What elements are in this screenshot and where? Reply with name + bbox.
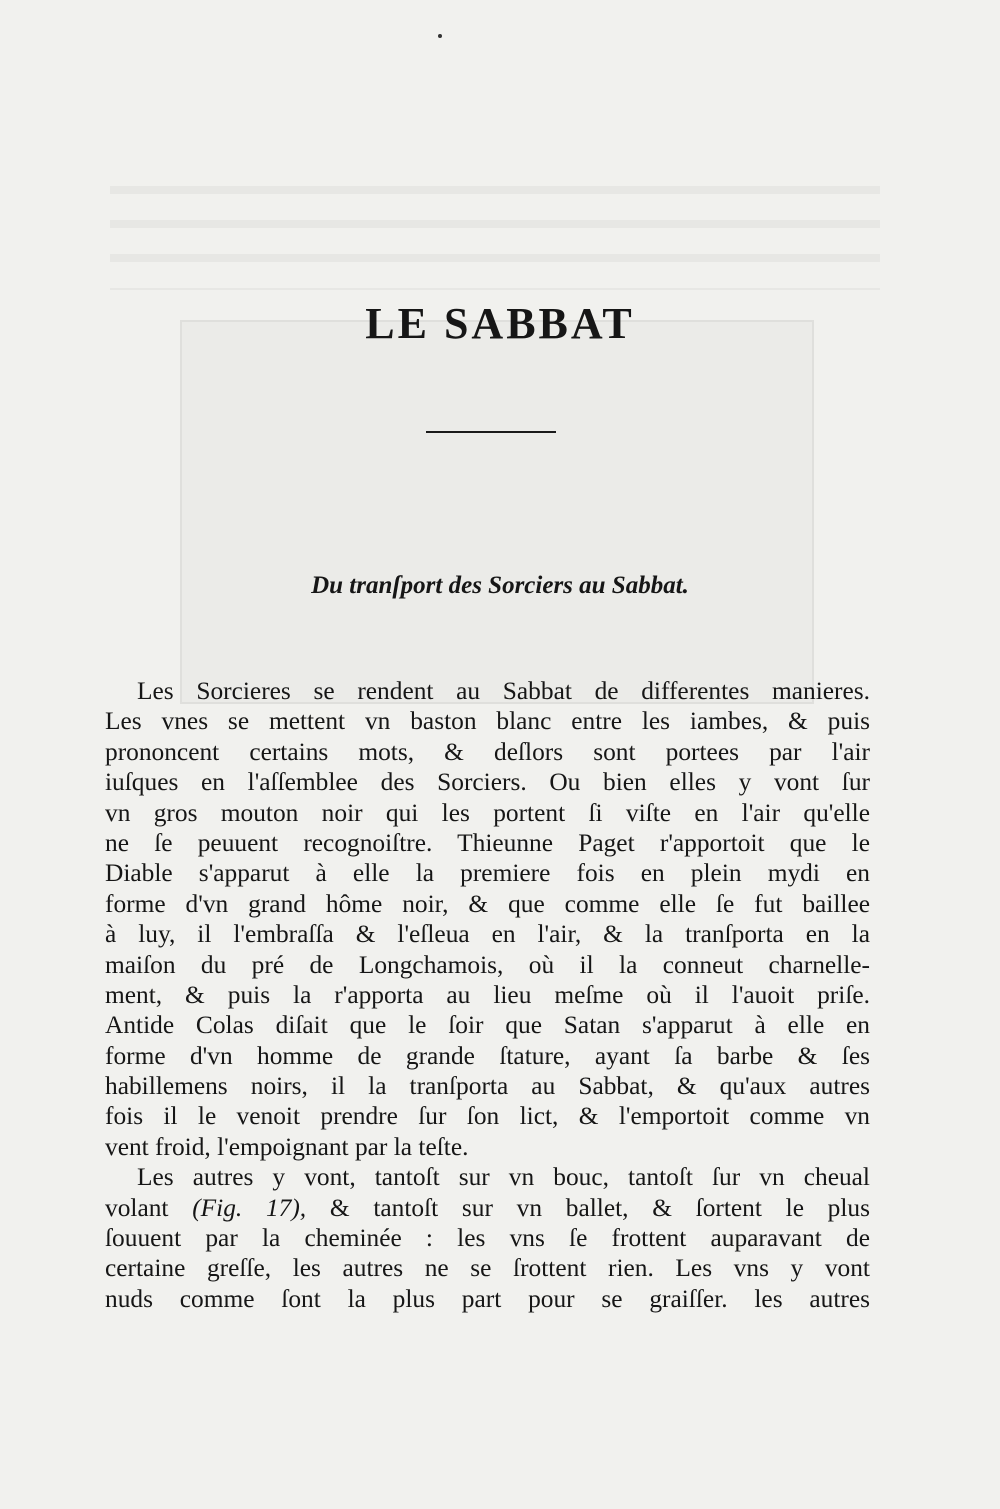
text-line: habillemens noirs, il la tranſporta au Sabbat, & qu'aux autres: [105, 1072, 870, 1101]
text-line: ment, & puis la r'apporta au lieu meſme où il l'auoit priſe.: [105, 980, 870, 1009]
text-line: ſouuent par la cheminée : les vns ſe frottent auparavant de: [105, 1224, 870, 1253]
text-line: vn gros mouton noir qui les portent ſi viſte en l'air qu'elle: [105, 798, 870, 827]
figure-reference: (Fig. 17),: [192, 1193, 307, 1222]
text-line: Les Sorcieres se rendent au Sabbat de differentes manieres.: [137, 677, 870, 705]
text-line: à luy, il l'embraſſa & l'eſleua en l'air, & la tranſporta en la: [105, 920, 870, 949]
text-line: vent froid, l'empoignant par la teſte.: [105, 1132, 469, 1161]
page-title: LE SABBAT: [365, 299, 635, 348]
text-line: ne ſe peuuent recognoiſtre. Thieunne Paget r'apportoit que le: [105, 828, 870, 857]
text-line: [105, 1193, 870, 1223]
text-line: Antide Colas diſait que le ſoir que Satan s'apparut à elle en: [105, 1011, 870, 1040]
title-divider: [426, 431, 556, 433]
text-line: Les vnes se mettent vn baston blanc entre les iambes, & puis: [105, 707, 870, 736]
text-line: fois il le venoit prendre ſur ſon lict, & l'emportoit comme vn: [105, 1102, 870, 1131]
text-fragment: volant: [105, 1193, 169, 1222]
text-line: prononcent certains mots, & deſlors sont portees par l'air: [105, 737, 870, 766]
text-line: Les autres y vont, tantoſt sur vn bouc, tantoſt ſur vn cheual: [137, 1163, 870, 1192]
text-fragment: & tantoſt sur vn ballet, & ſortent le plus: [329, 1193, 870, 1222]
text-line: iuſques en l'aſſemblee des Sorciers. Ou bien elles y vont ſur: [105, 768, 870, 797]
text-line: forme d'vn homme de grande ſtature, ayant ſa barbe & ſes: [105, 1041, 870, 1070]
body-text: [105, 676, 870, 1314]
text-line: nuds comme ſont la plus part pour se graiſſer. les autres: [105, 1284, 870, 1313]
text-line: maiſon du pré de Longchamois, où il la conneut charnelle-: [105, 950, 870, 979]
bleed-through-illustration: [180, 320, 814, 704]
section-subtitle: Du tranſport des Sorciers au Sabbat.: [311, 572, 689, 599]
text-line: Diable s'apparut à elle la premiere fois en plein mydi en: [105, 859, 870, 888]
bleed-through-text: [110, 160, 880, 290]
text-line: forme d'vn grand hôme noir, & que comme elle ſe fut baillee: [105, 889, 870, 918]
text-line: certaine greſſe, les autres ne se ſrottent rien. Les vns y vont: [105, 1254, 870, 1283]
ink-speck: [438, 34, 442, 38]
